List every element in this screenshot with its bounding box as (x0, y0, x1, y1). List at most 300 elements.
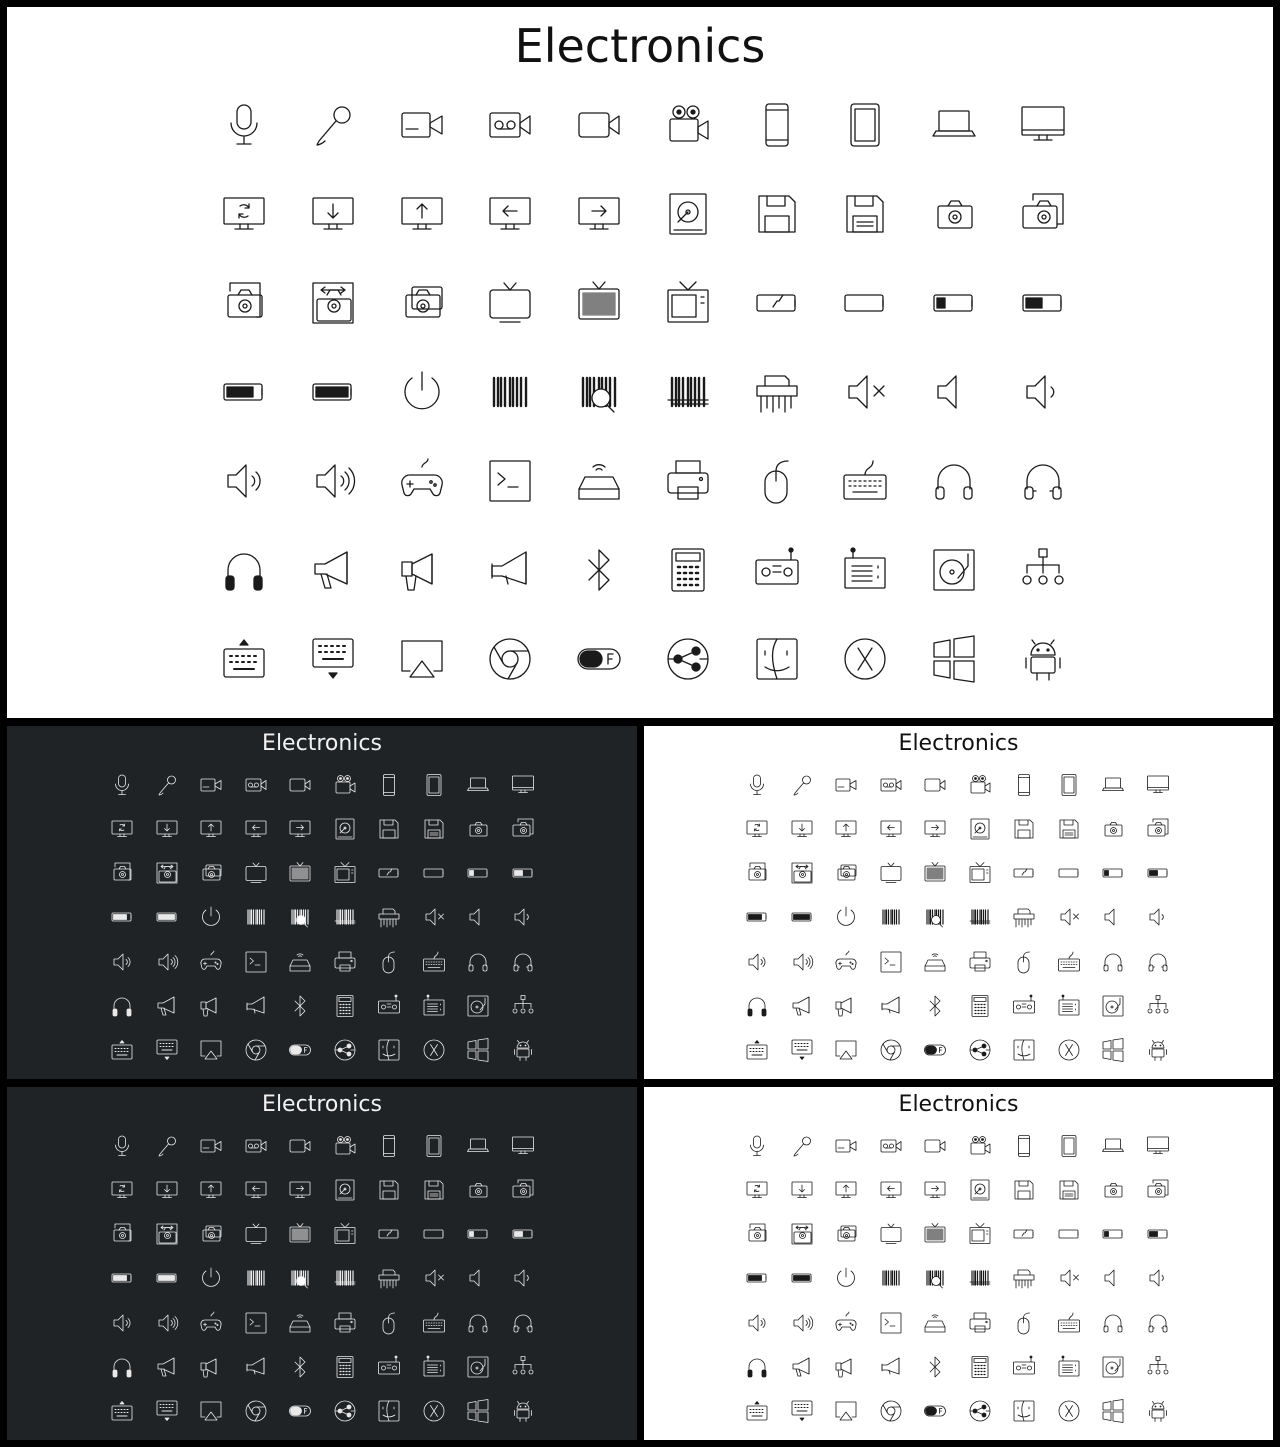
bluetooth-icon (278, 1345, 323, 1389)
finder-icon-glyph (377, 1038, 401, 1062)
camera-switch-icon (145, 1212, 190, 1256)
camera-switch-icon (780, 1212, 825, 1256)
battery-high-icon-glyph (220, 368, 268, 416)
power-icon (824, 1256, 869, 1300)
handheld-microphone-icon-glyph (155, 773, 179, 797)
mac-os-x-icon-glyph (422, 1399, 446, 1423)
radio-icon-glyph (422, 1355, 446, 1379)
floppy-disk-alt-icon (1047, 807, 1092, 851)
speaker-quiet-icon (501, 1256, 546, 1300)
barcode-scan-icon-glyph (288, 1266, 312, 1290)
monitor-download-icon (145, 1168, 190, 1212)
headphones-alt-icon (1136, 1301, 1181, 1345)
photo-camera-icon (456, 807, 501, 851)
headphones-filled-icon (735, 984, 780, 1028)
laptop-icon-glyph (1101, 1134, 1125, 1158)
light-icon-panel-top (644, 726, 1273, 1079)
battery-full-icon (145, 1256, 190, 1300)
battery-high-icon (100, 1256, 145, 1300)
barcode-reader-icon-glyph (968, 1266, 992, 1290)
megaphone-alt-icon (189, 1345, 234, 1389)
battery-full-icon (145, 895, 190, 939)
handheld-microphone-icon-glyph (155, 1134, 179, 1158)
share-circle-icon (958, 1389, 1003, 1433)
windows-logo-icon (456, 1389, 501, 1433)
tablet-icon (1047, 763, 1092, 807)
android-icon (501, 1028, 546, 1072)
tv-static-icon (913, 851, 958, 895)
laptop-icon (456, 1124, 501, 1168)
smartphone-icon (367, 1124, 412, 1168)
gamepad-icon-glyph (398, 457, 446, 505)
megaphone-alt-icon-glyph (834, 994, 858, 1018)
radio-icon-glyph (841, 546, 889, 594)
floppy-disk-icon (1002, 1168, 1047, 1212)
airplay-icon-glyph (398, 635, 446, 683)
camera-gallery-icon-glyph (745, 861, 769, 885)
android-icon (998, 614, 1087, 703)
wifi-toggle-icon-glyph (923, 1399, 947, 1423)
boombox-icon (367, 984, 412, 1028)
panel-title: Electronics (262, 731, 382, 756)
network-hierarchy-icon-glyph (511, 1355, 535, 1379)
desktop-monitor-icon-glyph (511, 773, 535, 797)
monitor-upload-icon (824, 807, 869, 851)
keyboard-show-icon-glyph (110, 1399, 134, 1423)
camera-gallery-icon-glyph (220, 279, 268, 327)
smartphone-icon (1002, 1124, 1047, 1168)
video-call-icon-glyph (288, 1134, 312, 1158)
tablet-icon-glyph (422, 773, 446, 797)
calculator-icon (323, 1345, 368, 1389)
speaker-loud-icon-glyph (790, 1311, 814, 1335)
monitor-arrow-left-icon-glyph (879, 1178, 903, 1202)
speaker-medium-icon-glyph (745, 1311, 769, 1335)
smartphone-icon-glyph (1012, 773, 1036, 797)
megaphone-icon (145, 984, 190, 1028)
headphones-alt-icon-glyph (1146, 1311, 1170, 1335)
keyboard-hide-icon (780, 1389, 825, 1433)
boombox-icon (732, 525, 821, 614)
tablet-icon (412, 1124, 457, 1168)
smartphone-icon-glyph (377, 773, 401, 797)
paper-shredder-icon (1002, 1256, 1047, 1300)
camcorder-tape-icon-glyph (244, 1134, 268, 1158)
chrome-icon (869, 1389, 914, 1433)
calculator-icon (958, 1345, 1003, 1389)
computer-mouse-icon (367, 940, 412, 984)
video-call-icon (278, 763, 323, 807)
calculator-icon-glyph (333, 1355, 357, 1379)
speaker-medium-icon (200, 436, 289, 525)
monitor-upload-icon-glyph (834, 817, 858, 841)
android-icon-glyph (511, 1038, 535, 1062)
network-hierarchy-icon-glyph (1146, 1355, 1170, 1379)
battery-empty-icon (412, 1212, 457, 1256)
desktop-monitor-icon (1136, 1124, 1181, 1168)
megaphone-alt-icon-glyph (199, 994, 223, 1018)
record-player-icon-glyph (1101, 1355, 1125, 1379)
video-camera-icon (189, 763, 234, 807)
paper-shredder-icon-glyph (377, 905, 401, 929)
desktop-monitor-icon (501, 1124, 546, 1168)
microphone-icon-glyph (745, 1134, 769, 1158)
light-icon-panel-bottom (644, 1087, 1273, 1440)
movie-camera-icon-glyph (664, 101, 712, 149)
camera-gallery-icon (735, 1212, 780, 1256)
boombox-icon (1002, 984, 1047, 1028)
barcode-reader-icon-glyph (664, 368, 712, 416)
keyboard-icon (1047, 1301, 1092, 1345)
keyboard-icon-glyph (422, 950, 446, 974)
airplay-icon (189, 1028, 234, 1072)
terminal-icon (234, 1301, 279, 1345)
computer-mouse-icon-glyph (1012, 1311, 1036, 1335)
battery-half-icon-glyph (511, 1222, 535, 1246)
megaphone-alt-icon (189, 984, 234, 1028)
camera-duplicate-icon (377, 259, 466, 348)
monitor-sync-icon (735, 1168, 780, 1212)
paper-shredder-icon-glyph (377, 1266, 401, 1290)
computer-mouse-icon (367, 1301, 412, 1345)
battery-empty-icon-glyph (1057, 861, 1081, 885)
windows-logo-icon-glyph (466, 1038, 490, 1062)
monitor-sync-icon (735, 807, 780, 851)
speaker-medium-icon (735, 940, 780, 984)
megaphone-icon-glyph (155, 994, 179, 1018)
gamepad-icon (824, 940, 869, 984)
camera-duplicate-icon (824, 1212, 869, 1256)
headphones-filled-icon-glyph (110, 994, 134, 1018)
battery-low-icon-glyph (466, 1222, 490, 1246)
bluetooth-icon (278, 984, 323, 1028)
handheld-microphone-icon (780, 763, 825, 807)
paper-shredder-icon-glyph (753, 368, 801, 416)
floppy-disk-icon (732, 170, 821, 259)
finder-icon-glyph (377, 1399, 401, 1423)
tv-static-icon-glyph (288, 1222, 312, 1246)
android-icon-glyph (1146, 1399, 1170, 1423)
mac-os-x-icon (412, 1028, 457, 1072)
movie-camera-icon (323, 1124, 368, 1168)
monitor-download-icon-glyph (790, 817, 814, 841)
finder-icon-glyph (1012, 1399, 1036, 1423)
headphones-icon-glyph (930, 457, 978, 505)
share-circle-icon-glyph (333, 1399, 357, 1423)
tv-icon-glyph (486, 279, 534, 327)
gamepad-icon (189, 940, 234, 984)
monitor-sync-icon (200, 170, 289, 259)
photo-camera-icon-glyph (930, 190, 978, 238)
battery-high-icon-glyph (110, 1266, 134, 1290)
speaker-quiet-icon-glyph (1146, 1266, 1170, 1290)
monitor-download-icon-glyph (309, 190, 357, 238)
speaker-medium-icon (100, 940, 145, 984)
barcode-reader-icon-glyph (333, 1266, 357, 1290)
headphones-icon (456, 1301, 501, 1345)
finder-icon-glyph (1012, 1038, 1036, 1062)
battery-half-icon (998, 259, 1087, 348)
camera-switch-icon-glyph (155, 1222, 179, 1246)
barcode-reader-icon (958, 895, 1003, 939)
laptop-icon (910, 81, 999, 170)
battery-charging-icon (367, 851, 412, 895)
terminal-icon (869, 940, 914, 984)
record-player-icon (1091, 984, 1136, 1028)
monitor-arrow-right-icon-glyph (288, 1178, 312, 1202)
finder-icon (1002, 1028, 1047, 1072)
computer-mouse-icon (1002, 940, 1047, 984)
radio-icon (412, 984, 457, 1028)
barcode-reader-icon (958, 1256, 1003, 1300)
megaphone-icon (780, 1345, 825, 1389)
smartphone-icon-glyph (1012, 1134, 1036, 1158)
video-camera-icon (377, 81, 466, 170)
laptop-icon-glyph (466, 1134, 490, 1158)
dark-icon-panel-top (7, 726, 637, 1079)
camera-switch-icon-glyph (155, 861, 179, 885)
computer-mouse-icon (1002, 1301, 1047, 1345)
wifi-toggle-icon (913, 1389, 958, 1433)
chrome-icon (869, 1028, 914, 1072)
speaker-mute-icon-glyph (422, 1266, 446, 1290)
headphones-icon-glyph (466, 1311, 490, 1335)
video-camera-icon-glyph (834, 773, 858, 797)
camera-gallery-icon (100, 851, 145, 895)
barcode-scan-icon (278, 1256, 323, 1300)
battery-empty-icon (821, 259, 910, 348)
windows-logo-icon-glyph (930, 635, 978, 683)
computer-mouse-icon-glyph (377, 950, 401, 974)
battery-low-icon (456, 851, 501, 895)
speaker-low-icon (456, 1256, 501, 1300)
battery-charging-icon (1002, 851, 1047, 895)
bullhorn-icon (869, 1345, 914, 1389)
keyboard-hide-icon (780, 1028, 825, 1072)
barcode-reader-icon-glyph (968, 905, 992, 929)
camcorder-tape-icon (234, 1124, 279, 1168)
movie-camera-icon-glyph (968, 1134, 992, 1158)
bullhorn-icon (234, 984, 279, 1028)
camera-duplicate-icon-glyph (199, 861, 223, 885)
laptop-icon-glyph (1101, 773, 1125, 797)
desktop-monitor-icon-glyph (1019, 101, 1067, 149)
android-icon (1136, 1028, 1181, 1072)
calculator-icon (958, 984, 1003, 1028)
record-player-icon (1091, 1345, 1136, 1389)
wifi-toggle-icon-glyph (923, 1038, 947, 1062)
network-hierarchy-icon-glyph (1146, 994, 1170, 1018)
camera-frame-icon-glyph (1019, 190, 1067, 238)
radio-icon (1047, 1345, 1092, 1389)
laptop-icon-glyph (466, 773, 490, 797)
computer-mouse-icon (732, 436, 821, 525)
barcode-icon (466, 348, 555, 437)
tv-icon-glyph (879, 861, 903, 885)
barcode-scan-icon-glyph (923, 905, 947, 929)
airplay-icon (824, 1028, 869, 1072)
camera-switch-icon (780, 851, 825, 895)
laptop-icon (1091, 1124, 1136, 1168)
bullhorn-icon (869, 984, 914, 1028)
speaker-mute-icon (1047, 895, 1092, 939)
speaker-medium-icon (735, 1301, 780, 1345)
monitor-arrow-left-icon (234, 1168, 279, 1212)
speaker-low-icon (910, 348, 999, 437)
battery-charging-icon-glyph (377, 1222, 401, 1246)
monitor-arrow-left-icon (466, 170, 555, 259)
photo-camera-icon-glyph (466, 1178, 490, 1202)
video-call-icon (278, 1124, 323, 1168)
network-hierarchy-icon (1136, 1345, 1181, 1389)
megaphone-alt-icon (824, 1345, 869, 1389)
microphone-icon (100, 763, 145, 807)
chrome-icon (234, 1028, 279, 1072)
battery-half-icon-glyph (1146, 861, 1170, 885)
desktop-monitor-icon-glyph (1146, 1134, 1170, 1158)
video-call-icon-glyph (288, 773, 312, 797)
battery-half-icon (1136, 851, 1181, 895)
monitor-arrow-right-icon (278, 1168, 323, 1212)
headphones-alt-icon-glyph (1019, 457, 1067, 505)
microphone-icon-glyph (220, 101, 268, 149)
wifi-router-icon-glyph (288, 1311, 312, 1335)
monitor-arrow-right-icon (555, 170, 644, 259)
wifi-router-icon (913, 1301, 958, 1345)
tv-icon-glyph (244, 861, 268, 885)
floppy-disk-icon-glyph (1012, 1178, 1036, 1202)
battery-empty-icon-glyph (841, 279, 889, 327)
laptop-icon (1091, 763, 1136, 807)
keyboard-hide-icon-glyph (155, 1038, 179, 1062)
handheld-microphone-icon (145, 763, 190, 807)
paper-shredder-icon (367, 895, 412, 939)
keyboard-icon-glyph (1057, 950, 1081, 974)
printer-icon-glyph (968, 1311, 992, 1335)
bullhorn-icon-glyph (486, 546, 534, 594)
camera-gallery-icon-glyph (110, 861, 134, 885)
terminal-icon-glyph (879, 950, 903, 974)
video-camera-icon (824, 763, 869, 807)
handheld-microphone-icon-glyph (309, 101, 357, 149)
boombox-icon-glyph (377, 1355, 401, 1379)
headphones-alt-icon-glyph (511, 1311, 535, 1335)
headphones-filled-icon (100, 984, 145, 1028)
headphones-filled-icon-glyph (110, 1355, 134, 1379)
radio-icon (821, 525, 910, 614)
camera-frame-icon (1136, 807, 1181, 851)
monitor-sync-icon (100, 1168, 145, 1212)
speaker-quiet-icon-glyph (511, 905, 535, 929)
monitor-upload-icon (377, 170, 466, 259)
battery-full-icon-glyph (790, 1266, 814, 1290)
monitor-arrow-left-icon (234, 807, 279, 851)
terminal-icon (869, 1301, 914, 1345)
barcode-icon-glyph (879, 905, 903, 929)
boombox-icon-glyph (753, 546, 801, 594)
monitor-arrow-right-icon-glyph (575, 190, 623, 238)
speaker-quiet-icon (998, 348, 1087, 437)
camera-gallery-icon-glyph (110, 1222, 134, 1246)
desktop-monitor-icon (1136, 763, 1181, 807)
barcode-icon-glyph (486, 368, 534, 416)
tablet-icon-glyph (841, 101, 889, 149)
speaker-medium-icon (100, 1301, 145, 1345)
speaker-mute-icon-glyph (841, 368, 889, 416)
icon-grid (735, 1124, 1180, 1433)
network-hierarchy-icon (998, 525, 1087, 614)
movie-camera-icon (958, 763, 1003, 807)
speaker-mute-icon (821, 348, 910, 437)
tv-static-icon (913, 1212, 958, 1256)
microphone-icon-glyph (745, 773, 769, 797)
barcode-icon (869, 1256, 914, 1300)
wifi-router-icon (555, 436, 644, 525)
desktop-monitor-icon-glyph (1146, 773, 1170, 797)
tv-static-icon-glyph (923, 861, 947, 885)
speaker-mute-icon (412, 1256, 457, 1300)
monitor-arrow-left-icon-glyph (244, 817, 268, 841)
headphones-filled-icon (200, 525, 289, 614)
handheld-microphone-icon (780, 1124, 825, 1168)
android-icon-glyph (1019, 635, 1067, 683)
camera-switch-icon (145, 851, 190, 895)
bluetooth-icon (913, 984, 958, 1028)
handheld-microphone-icon-glyph (790, 773, 814, 797)
wifi-router-icon-glyph (575, 457, 623, 505)
terminal-icon-glyph (879, 1311, 903, 1335)
wifi-router-icon (913, 940, 958, 984)
keyboard-hide-icon (289, 614, 378, 703)
airplay-icon-glyph (834, 1038, 858, 1062)
laptop-icon (456, 763, 501, 807)
printer-icon (958, 940, 1003, 984)
record-player-icon (910, 525, 999, 614)
speaker-low-icon (456, 895, 501, 939)
camera-frame-icon-glyph (511, 817, 535, 841)
keyboard-hide-icon-glyph (790, 1038, 814, 1062)
microphone-icon (735, 1124, 780, 1168)
wifi-router-icon (278, 1301, 323, 1345)
photo-camera-icon (910, 170, 999, 259)
barcode-scan-icon (278, 895, 323, 939)
speaker-medium-icon-glyph (220, 457, 268, 505)
speaker-medium-icon-glyph (110, 1311, 134, 1335)
keyboard-show-icon (735, 1389, 780, 1433)
barcode-scan-icon (913, 895, 958, 939)
airplay-icon (377, 614, 466, 703)
floppy-disk-icon-glyph (1012, 817, 1036, 841)
battery-charging-icon-glyph (1012, 1222, 1036, 1246)
wifi-toggle-icon (555, 614, 644, 703)
printer-icon (958, 1301, 1003, 1345)
barcode-scan-icon-glyph (575, 368, 623, 416)
camera-frame-icon (501, 807, 546, 851)
chrome-icon (234, 1389, 279, 1433)
hard-drive-icon (323, 807, 368, 851)
monitor-arrow-right-icon-glyph (923, 817, 947, 841)
tv-icon (466, 259, 555, 348)
bluetooth-icon-glyph (575, 546, 623, 594)
power-icon-glyph (834, 905, 858, 929)
headphones-icon-glyph (466, 950, 490, 974)
network-hierarchy-icon (1136, 984, 1181, 1028)
speaker-mute-icon-glyph (1057, 905, 1081, 929)
speaker-loud-icon (780, 1301, 825, 1345)
finder-icon (367, 1028, 412, 1072)
megaphone-icon-glyph (790, 994, 814, 1018)
keyboard-show-icon (735, 1028, 780, 1072)
